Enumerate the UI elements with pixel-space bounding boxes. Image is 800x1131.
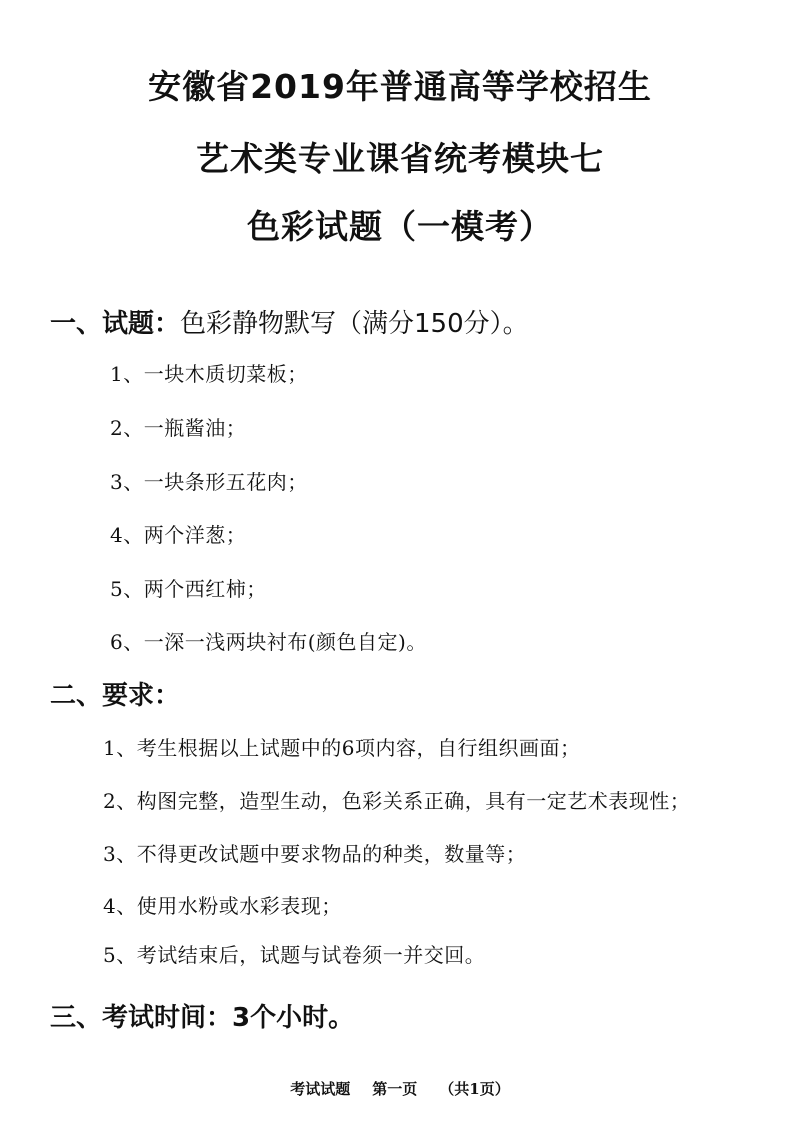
section-2-label: 二、要求：: [50, 681, 181, 711]
list-item: 5、两个西红柿；: [110, 577, 267, 601]
list-item: 1、一块木质切菜板；: [110, 362, 308, 386]
footer-page-number: 第一页: [372, 1080, 418, 1098]
page-footer: [0, 1082, 800, 1097]
title-line-2: 艺术类专业课省统考模块七: [196, 139, 604, 178]
list-item: 3、一块条形五花肉；: [110, 470, 308, 494]
list-item: 2、构图完整，造型生动，色彩关系正确，具有一定艺术表现性；: [103, 789, 691, 813]
section-1-heading: [50, 311, 529, 337]
list-item: 5、考试结束后，试题与试卷须一并交回。: [103, 943, 486, 967]
list-item: 3、不得更改试题中要求物品的种类，数量等；: [103, 842, 527, 866]
list-item: 6、一深一浅两块衬布(颜色自定)。: [110, 630, 427, 654]
list-item: 4、使用水粉或水彩表现；: [103, 894, 342, 918]
title-line-3: 色彩试题（一模考）: [247, 207, 553, 246]
section-1-subject: 色彩静物默写（满分150分）。: [180, 309, 529, 339]
section-2-heading: [50, 683, 180, 709]
footer-label: 考试试题: [290, 1080, 351, 1098]
footer-page-total: （共1页）: [439, 1080, 510, 1098]
section-3-heading: [50, 1005, 354, 1031]
list-item: 1、考生根据以上试题中的6项内容，自行组织画面；: [103, 736, 581, 760]
list-item: 4、两个洋葱；: [110, 523, 247, 547]
list-item: 2、一瓶酱油；: [110, 416, 247, 440]
exam-duration: 三、考试时间：3个小时。: [50, 1003, 355, 1033]
title-line-1: 安徽省2019年普通高等学校招生: [148, 67, 652, 106]
section-1-label: 一、试题：: [50, 309, 181, 339]
